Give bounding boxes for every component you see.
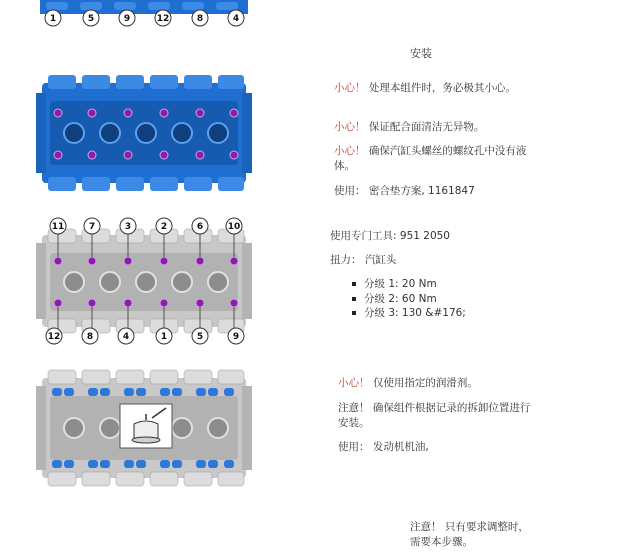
caution-text: 保证配合面清洁无异物。: [368, 121, 485, 133]
bolt-number: 1: [49, 14, 57, 24]
torque-step: 分级 1: 20 Nm: [350, 277, 550, 292]
caution-text: 确保汽缸头螺丝的螺纹孔中没有液体。: [334, 145, 527, 172]
install-heading: 安装: [410, 47, 432, 60]
torque-step: 分级 2: 60 Nm: [350, 292, 550, 307]
bolt-number-marker: [83, 10, 99, 26]
use-text: 发动机机油,: [372, 441, 429, 453]
use-label: 使用：: [338, 441, 370, 453]
bolt-number-marker: [226, 218, 242, 234]
bolt-number: 10: [227, 222, 241, 232]
caution-note: [334, 81, 520, 96]
bolt-number-marker: [120, 218, 136, 234]
caution-note: [334, 144, 530, 173]
warning-label: 注意！: [338, 402, 370, 414]
warning-text: 只有要求调整时，需要本步骤。: [410, 521, 529, 548]
torque-label: 扭力：: [330, 254, 362, 266]
use-note: [338, 440, 538, 455]
bolt-number-marker: [82, 328, 98, 344]
bolt-number-marker: [45, 10, 61, 26]
cylinder-head-figure-top: [36, 0, 252, 30]
caution-note: [334, 120, 520, 135]
warning-label: 注意！: [410, 521, 442, 533]
caution-note: [338, 376, 548, 391]
caution-label: 小心！: [334, 82, 366, 94]
cylinder-head-figure-torque-sequence: [36, 215, 252, 345]
cylinder-head-figure-lubricate: [36, 368, 252, 488]
bolt-number: 4: [122, 332, 130, 342]
bolt-number-marker: [155, 10, 171, 26]
torque-steps: [350, 277, 550, 321]
use-label: 使用：: [334, 185, 366, 197]
bolt-number: 7: [88, 222, 96, 232]
torque-note: [330, 253, 530, 268]
bolt-number-marker: [50, 218, 66, 234]
bolt-number: 6: [196, 222, 204, 232]
bolt-number: 9: [123, 14, 131, 24]
warning-text: 确保组件根据记录的拆卸位置进行安装。: [338, 402, 531, 429]
tool-label: 使用专门工具:: [330, 230, 397, 242]
use-text: 密合垫方案, 1161847: [368, 185, 475, 197]
bolt-number: 8: [196, 14, 204, 24]
caution-label: 小心！: [338, 377, 370, 389]
bolt-number: 9: [232, 332, 240, 342]
bolt-number-marker: [228, 328, 244, 344]
bolt-number: 12: [156, 14, 170, 24]
cylinder-head-figure-blue: [36, 73, 252, 193]
torque-step: 分级 3: 130 &#176;: [350, 306, 550, 321]
bolt-number-marker: [118, 328, 134, 344]
bolt-number-marker: [156, 218, 172, 234]
bolt-number: 11: [51, 222, 65, 232]
special-tool-note: [330, 229, 530, 244]
bolt-number: 2: [160, 222, 168, 232]
bolt-number-marker: [228, 10, 244, 26]
bolt-number: 5: [87, 14, 95, 24]
oil-can-icon: [120, 404, 172, 448]
use-note: [334, 184, 534, 199]
warning-note: [338, 401, 538, 430]
warning-note: [410, 520, 534, 549]
caution-label: 小心！: [334, 121, 366, 133]
bolt-number-marker: [119, 10, 135, 26]
bolt-number: 8: [86, 332, 94, 342]
torque-value: 汽缸头: [364, 254, 397, 266]
caution-text: 仅使用指定的润滑剂。: [372, 377, 478, 389]
caution-text: 处理本组件时，务必极其小心。: [368, 82, 516, 94]
bolt-number: 5: [196, 332, 204, 342]
bolt-number: 4: [232, 14, 240, 24]
bolt-number-marker: [84, 218, 100, 234]
bolt-number: 1: [160, 332, 168, 342]
bolt-number-marker: [192, 10, 208, 26]
bolt-number-marker: [156, 328, 172, 344]
bolt-number-marker: [46, 328, 62, 344]
bolt-number: 3: [124, 222, 132, 232]
bolt-number-marker: [192, 218, 208, 234]
bolt-number: 12: [47, 332, 61, 342]
tool-value: 951 2050: [399, 230, 450, 242]
bolt-number-marker: [192, 328, 208, 344]
caution-label: 小心！: [334, 145, 366, 157]
